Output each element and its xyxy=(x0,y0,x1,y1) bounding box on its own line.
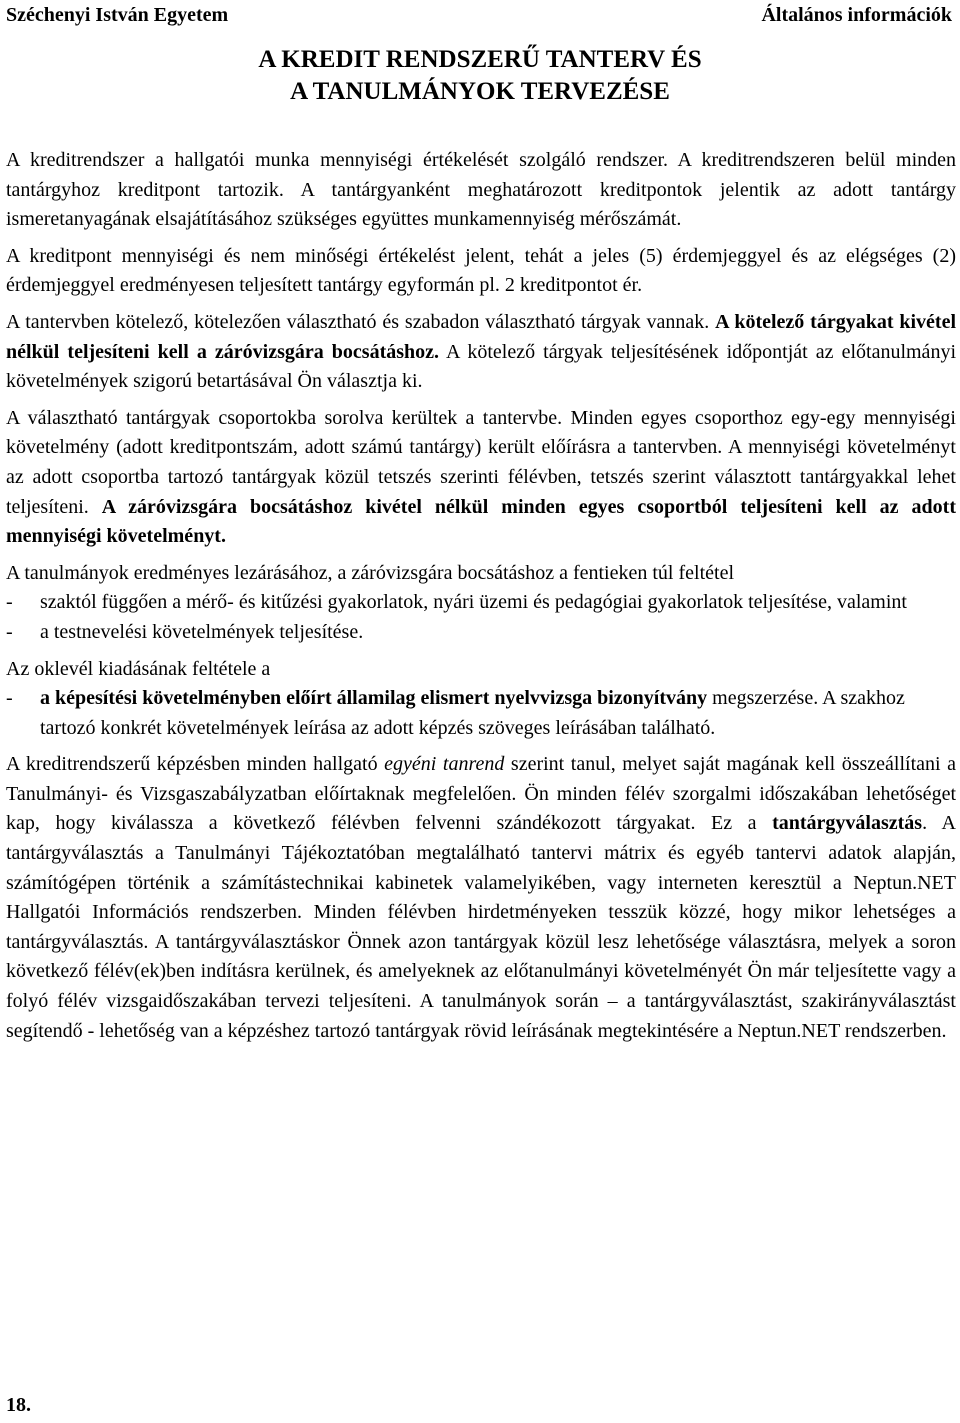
selection-text-a: A kreditrendszerű képzésben minden hallgató xyxy=(6,753,385,776)
selection-text-bold: tantárgyválasztás xyxy=(772,812,923,835)
paragraph-completion-conditions: A tanulmányok eredményes lezárásához, a záróvizsgára bocsátáshoz a fentieken túl feltétel xyxy=(6,561,734,584)
title-line-1: A KREDIT RENDSZERŰ TANTERV ÉS xyxy=(258,46,702,73)
running-header xyxy=(6,4,952,30)
document-body xyxy=(6,146,956,1046)
paragraph-diploma-condition: Az oklevél kiadásának feltétele a xyxy=(6,657,271,680)
elective-text-bold: A záróvizsgára bocsátáshoz kivétel nélkül minden egyes csoportból teljesíteni kell az adott mennyiségi követelményt. xyxy=(6,495,956,548)
paragraph-credit-system: A kreditrendszer a hallgatói munka mennyiségi értékelését szolgáló rendszer. A kreditrendszeren belül minden tantárgyhoz kreditpont tartozik. A tantárgyanként meghatározott kreditpontok jelentik az adott tantárgy ismeretanyagának elsajátításához szükséges együttes munkamennyiség mérőszámát. xyxy=(6,149,956,231)
list-item xyxy=(6,618,956,648)
mandatory-text-bold: A kötelező tárgyakat kivétel nélkül teljesíteni kell a záróvizsgára bocsátáshoz. xyxy=(6,310,957,363)
diploma-item-text: megszerzése. A szakhoz tartozó konkrét követelmények leírása az adott képzés szöveges leírásában található. xyxy=(40,687,905,739)
paragraph-elective-subjects xyxy=(6,404,956,552)
list-dash: - xyxy=(6,620,13,643)
list-item-text: a testnevelési követelmények teljesítése. xyxy=(40,620,364,643)
header-university: Széchenyi István Egyetem xyxy=(6,4,229,26)
page-title xyxy=(0,44,960,108)
list-item-text: szaktól függően a mérő- és kitűzési gyakorlatok, nyári üzemi és pedagógiai gyakorlatok teljesítése, valamint xyxy=(40,591,907,614)
paragraph-mandatory-subjects xyxy=(6,308,956,397)
elective-text-a: A választható tantárgyak csoportokba sorolva kerültek a tantervbe. Minden egyes csoporthoz egy-egy mennyiségi követelmény (adott kreditpontszám, adott számú tantárgy) került előírásra a tantervben. A mennyiségi követelményt az adott csoportba tartozó tantárgyak közül tetszés szerinti félévben, tetszés szerint választott tantárgyakkal lehet teljesíteni. xyxy=(6,406,956,518)
mandatory-text-a: A tantervben kötelező, kötelezően választható és szabadon választható tárgyak vannak. xyxy=(6,310,716,333)
paragraph-credit-value: A kreditpont mennyiségi és nem minőségi értékelést jelent, tehát a jeles (5) érdemjeggyel és az elégséges (2) érdemjeggyel eredményesen teljesített tantárgy egyformán pl. 2 kreditpontot ér. xyxy=(6,244,956,297)
list-item xyxy=(6,588,956,618)
header-section: Általános információk xyxy=(761,4,952,26)
title-line-2: A TANULMÁNYOK TERVEZÉSE xyxy=(290,78,670,105)
mandatory-text-c: A kötelező tárgyak teljesítésének időpontját az előtanulmányi követelmények szigorú betartásával Ön választja ki. xyxy=(6,340,956,393)
selection-text-e: . A tantárgyválasztás a Tanulmányi Tájékoztatóban megtalálható tantervi mátrix és egyéb tantervi adatok alapján, számítógépen történik a számítástechnikai kabinetek valamelyikében, vagy interneten keresztül a Neptun.NET Hallgatói Információs rendszerben. Minden félévben hirdetményeken tesszük közzé, hogy mikor lehetséges a tantárgyválasztás. A tantárgyválasztáskor Önnek azon tantárgyak közül lesz lehetősége választásra, melyek a soron következő félév(ek)ben indításra kerülnek, és amelyeknek az előtanulmányi követelményét Ön már teljesítette vagy a folyó félév vizsgaidőszakában tervezi teljesíteni. A tanulmányok során – a tantárgyválasztást, szakirányválasztást segítendő - lehetőség van a képzéshez tartozó tantárgyak rövid leírásának megtekintésére a Neptun.NET rendszerben. xyxy=(6,812,956,1042)
selection-text-c: szerint tanul, melyet saját magának kell összeállítani a Tanulmányi- és Vizsgaszabályzatban előírtaknak megfelelően. Ön minden félév szorgalmi időszakában lehetőséget kap, hogy kiválassza a következő félévben felvenni szándékozott tárgyakat. Ez a xyxy=(6,753,957,835)
paragraph-course-selection xyxy=(6,750,956,1046)
page-number: 18. xyxy=(6,1394,31,1416)
selection-text-italic: egyéni tanrend xyxy=(384,753,505,776)
list-dash: - xyxy=(6,687,13,710)
list-dash: - xyxy=(6,591,13,614)
list-item xyxy=(6,684,956,743)
diploma-item-bold: a képesítési követelményben előírt államilag elismert nyelvvizsga bizonyítvány xyxy=(40,687,708,710)
